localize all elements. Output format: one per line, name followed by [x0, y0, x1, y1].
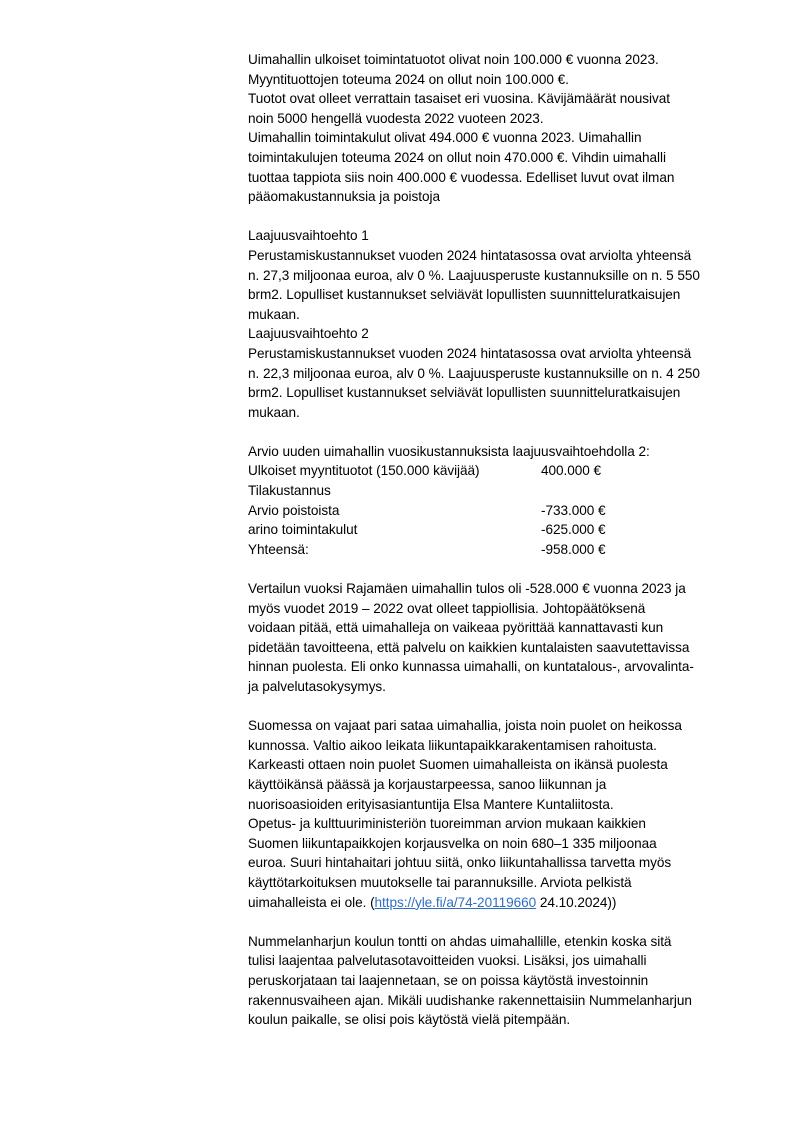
text-line: rakennusvaiheen ajan. Mikäli uudishanke rakennettaisiin Nummelanharjun: [248, 992, 692, 1008]
estimate-value: -958.000 €: [541, 541, 606, 557]
text-line: peruskorjataan tai laajennetaan, se on poissa käytöstä investoinnin: [248, 972, 649, 988]
estimate-row: [248, 461, 748, 481]
text-line: Suomessa on vajaat pari sataa uimahallia, joista noin puolet on heikossa: [248, 718, 682, 734]
text-line: toimintakulujen toteuma 2024 on ollut noin 470.000 €. Vihdin uimahalli: [248, 149, 666, 165]
estimate-total-row: [248, 540, 748, 560]
text-line: n. 27,3 miljoonaa euroa, alv 0 %. Laajuusperuste kustannuksille on n. 5 550: [248, 267, 700, 283]
text-line: Opetus- ja kulttuuriministeriön tuoreimman arvion mukaan kaikkien: [248, 816, 646, 832]
option-heading: Laajuusvaihtoehto 2: [248, 326, 369, 342]
text-line: pidetään tavoitteena, että palvelu on kaikkien kuntalaisten saavutettavissa: [248, 639, 690, 655]
link-suffix: 24.10.2024)): [536, 894, 617, 910]
text-line: Suomen liikuntapaikkojen korjausvelka on noin 680–1 335 miljoonaa: [248, 835, 657, 851]
document-page: [248, 50, 748, 1030]
estimate-heading: Arvio uuden uimahallin vuosikustannuksista laajuusvaihtoehdolla 2:: [248, 443, 650, 459]
estimate-label: Arvio poistoista: [248, 502, 340, 518]
text-line: Perustamiskustannukset vuoden 2024 hintatasossa ovat arviolta yhteensä: [248, 247, 692, 263]
text-line: hinnan puolesta. Eli onko kunnassa uimahalli, on kuntatalous-, arvovalinta-: [248, 659, 694, 675]
estimate-label: Tilakustannus: [248, 483, 331, 499]
text-line: kunnossa. Valtio aikoo leikata liikuntapaikkarakentamisen rahoitusta.: [248, 737, 657, 753]
paragraph-gap: [248, 559, 748, 579]
estimate-row: [248, 481, 748, 501]
text-line: myös vuodet 2019 – 2022 ovat olleet tappiollisia. Johtopäätöksenä: [248, 600, 646, 616]
estimate-row: [248, 501, 748, 521]
paragraph-gap: [248, 422, 748, 442]
text-line: Vertailun vuoksi Rajamäen uimahallin tulos oli -528.000 € vuonna 2023 ja: [248, 581, 686, 597]
paragraph-gap: [248, 207, 748, 227]
text-line-with-link: [248, 893, 748, 913]
text-line: ja palvelutasokysymys.: [248, 679, 386, 694]
text-line: voidaan pitää, että uimahalleja on vaikeaa pyörittää kannattavasti kun: [248, 620, 664, 636]
text-line: käyttötarkoituksen muutokselle tai parannuksille. Arviota pelkistä: [248, 874, 632, 890]
source-link[interactable]: https://yle.fi/a/74-20119660: [374, 894, 537, 910]
estimate-value: 400.000 €: [541, 463, 602, 479]
estimate-value: -625.000 €: [541, 522, 606, 538]
estimate-value: -733.000 €: [541, 502, 606, 518]
text-line: mukaan.: [248, 404, 300, 420]
text-line: euroa. Suuri hintahaitari johtuu siitä, onko liikuntahallissa tarvetta myös: [248, 855, 672, 871]
estimate-row: [248, 520, 748, 540]
text-line: brm2. Lopulliset kustannukset selviävät lopullisten suunnitteluratkaisujen: [248, 287, 681, 303]
paragraph-finland: [248, 716, 748, 912]
text-line: tuottaa tappiota siis noin 400.000 € vuodessa. Edelliset luvut ovat ilman: [248, 169, 675, 185]
paragraph-revenue: [248, 50, 748, 207]
text-line: Nummelanharjun koulun tontti on ahdas uimahallille, etenkin koska sitä: [248, 933, 672, 949]
text-line: brm2. Lopulliset kustannukset selviävät lopullisten suunnitteluratkaisujen: [248, 385, 681, 401]
estimate-label: arino toimintakulut: [248, 522, 358, 538]
text-line: nuorisoasioiden erityisasiantuntija Elsa Mantere Kuntaliitosta.: [248, 796, 614, 812]
text-line: Perustamiskustannukset vuoden 2024 hintatasossa ovat arviolta yhteensä: [248, 345, 692, 361]
text-line: käyttöikänsä päässä ja korjaustarpeessa, sanoo liikunnan ja: [248, 776, 607, 792]
link-prefix: uimahalleista ei ole. (: [248, 894, 375, 910]
option-heading: Laajuusvaihtoehto 1: [248, 228, 369, 244]
text-line: n. 22,3 miljoonaa euroa, alv 0 %. Laajuusperuste kustannuksille on n. 4 250: [248, 365, 700, 381]
paragraph-comparison: [248, 579, 748, 697]
cost-estimate-table: [248, 442, 748, 560]
paragraph-gap: [248, 912, 748, 932]
text-line: pääomakustannuksia ja poistoja: [248, 189, 440, 205]
estimate-label: Yhteensä:: [248, 541, 309, 557]
text-line: Uimahallin ulkoiset toimintatuotot olivat noin 100.000 € vuonna 2023.: [248, 52, 659, 67]
text-line: tulisi laajentaa palvelutasotavoitteiden vuoksi. Lisäksi, jos uimahalli: [248, 953, 647, 969]
paragraph-school: [248, 932, 748, 1030]
text-line: Uimahallin toimintakulut olivat 494.000 € vuonna 2023. Uimahallin: [248, 130, 642, 146]
paragraph-scope-options: [248, 226, 748, 422]
text-line: koulun paikalle, se olisi pois käytöstä vielä pitempään.: [248, 1012, 571, 1028]
text-line: Tuotot ovat olleet verrattain tasaiset eri vuosina. Kävijämäärät nousivat: [248, 91, 671, 107]
text-line: mukaan.: [248, 306, 300, 322]
text-line: Myyntituottojen toteuma 2024 on ollut noin 100.000 €.: [248, 71, 569, 87]
paragraph-gap: [248, 697, 748, 717]
text-line: Karkeasti ottaen noin puolet Suomen uimahalleista on ikänsä puolesta: [248, 757, 668, 773]
text-line: noin 5000 hengellä vuodesta 2022 vuoteen 2023.: [248, 110, 544, 126]
estimate-label: Ulkoiset myyntituotot (150.000 kävijää): [248, 463, 480, 479]
